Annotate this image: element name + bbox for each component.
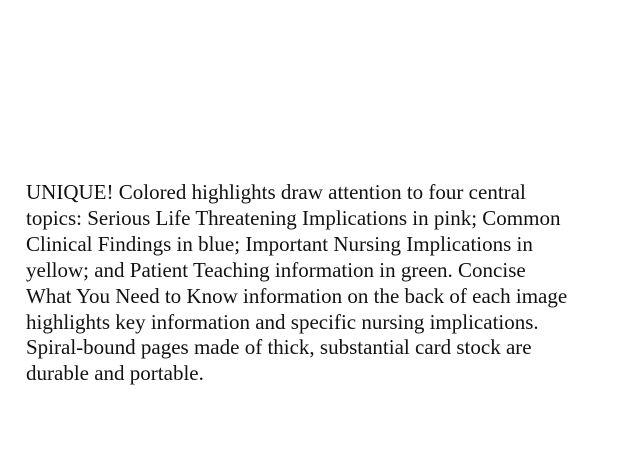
paragraph-line: yellow; and Patient Teaching information in green. Concise [26,257,526,282]
paragraph-line: topics: Serious Life Threatening Implications in pink; Common [26,205,561,230]
paragraph-line: durable and portable. [26,361,204,386]
description-paragraph [26,180,626,387]
paragraph-line: What You Need to Know information on the back of each image [26,283,568,308]
paragraph-line: Spiral-bound pages made of thick, substantial card stock are [26,335,532,360]
paragraph-line: highlights key information and specific nursing implications. [26,309,539,334]
paragraph-line: UNIQUE! Colored highlights draw attention to four central [26,180,526,204]
paragraph-line: Clinical Findings in blue; Important Nursing Implications in [26,231,533,256]
